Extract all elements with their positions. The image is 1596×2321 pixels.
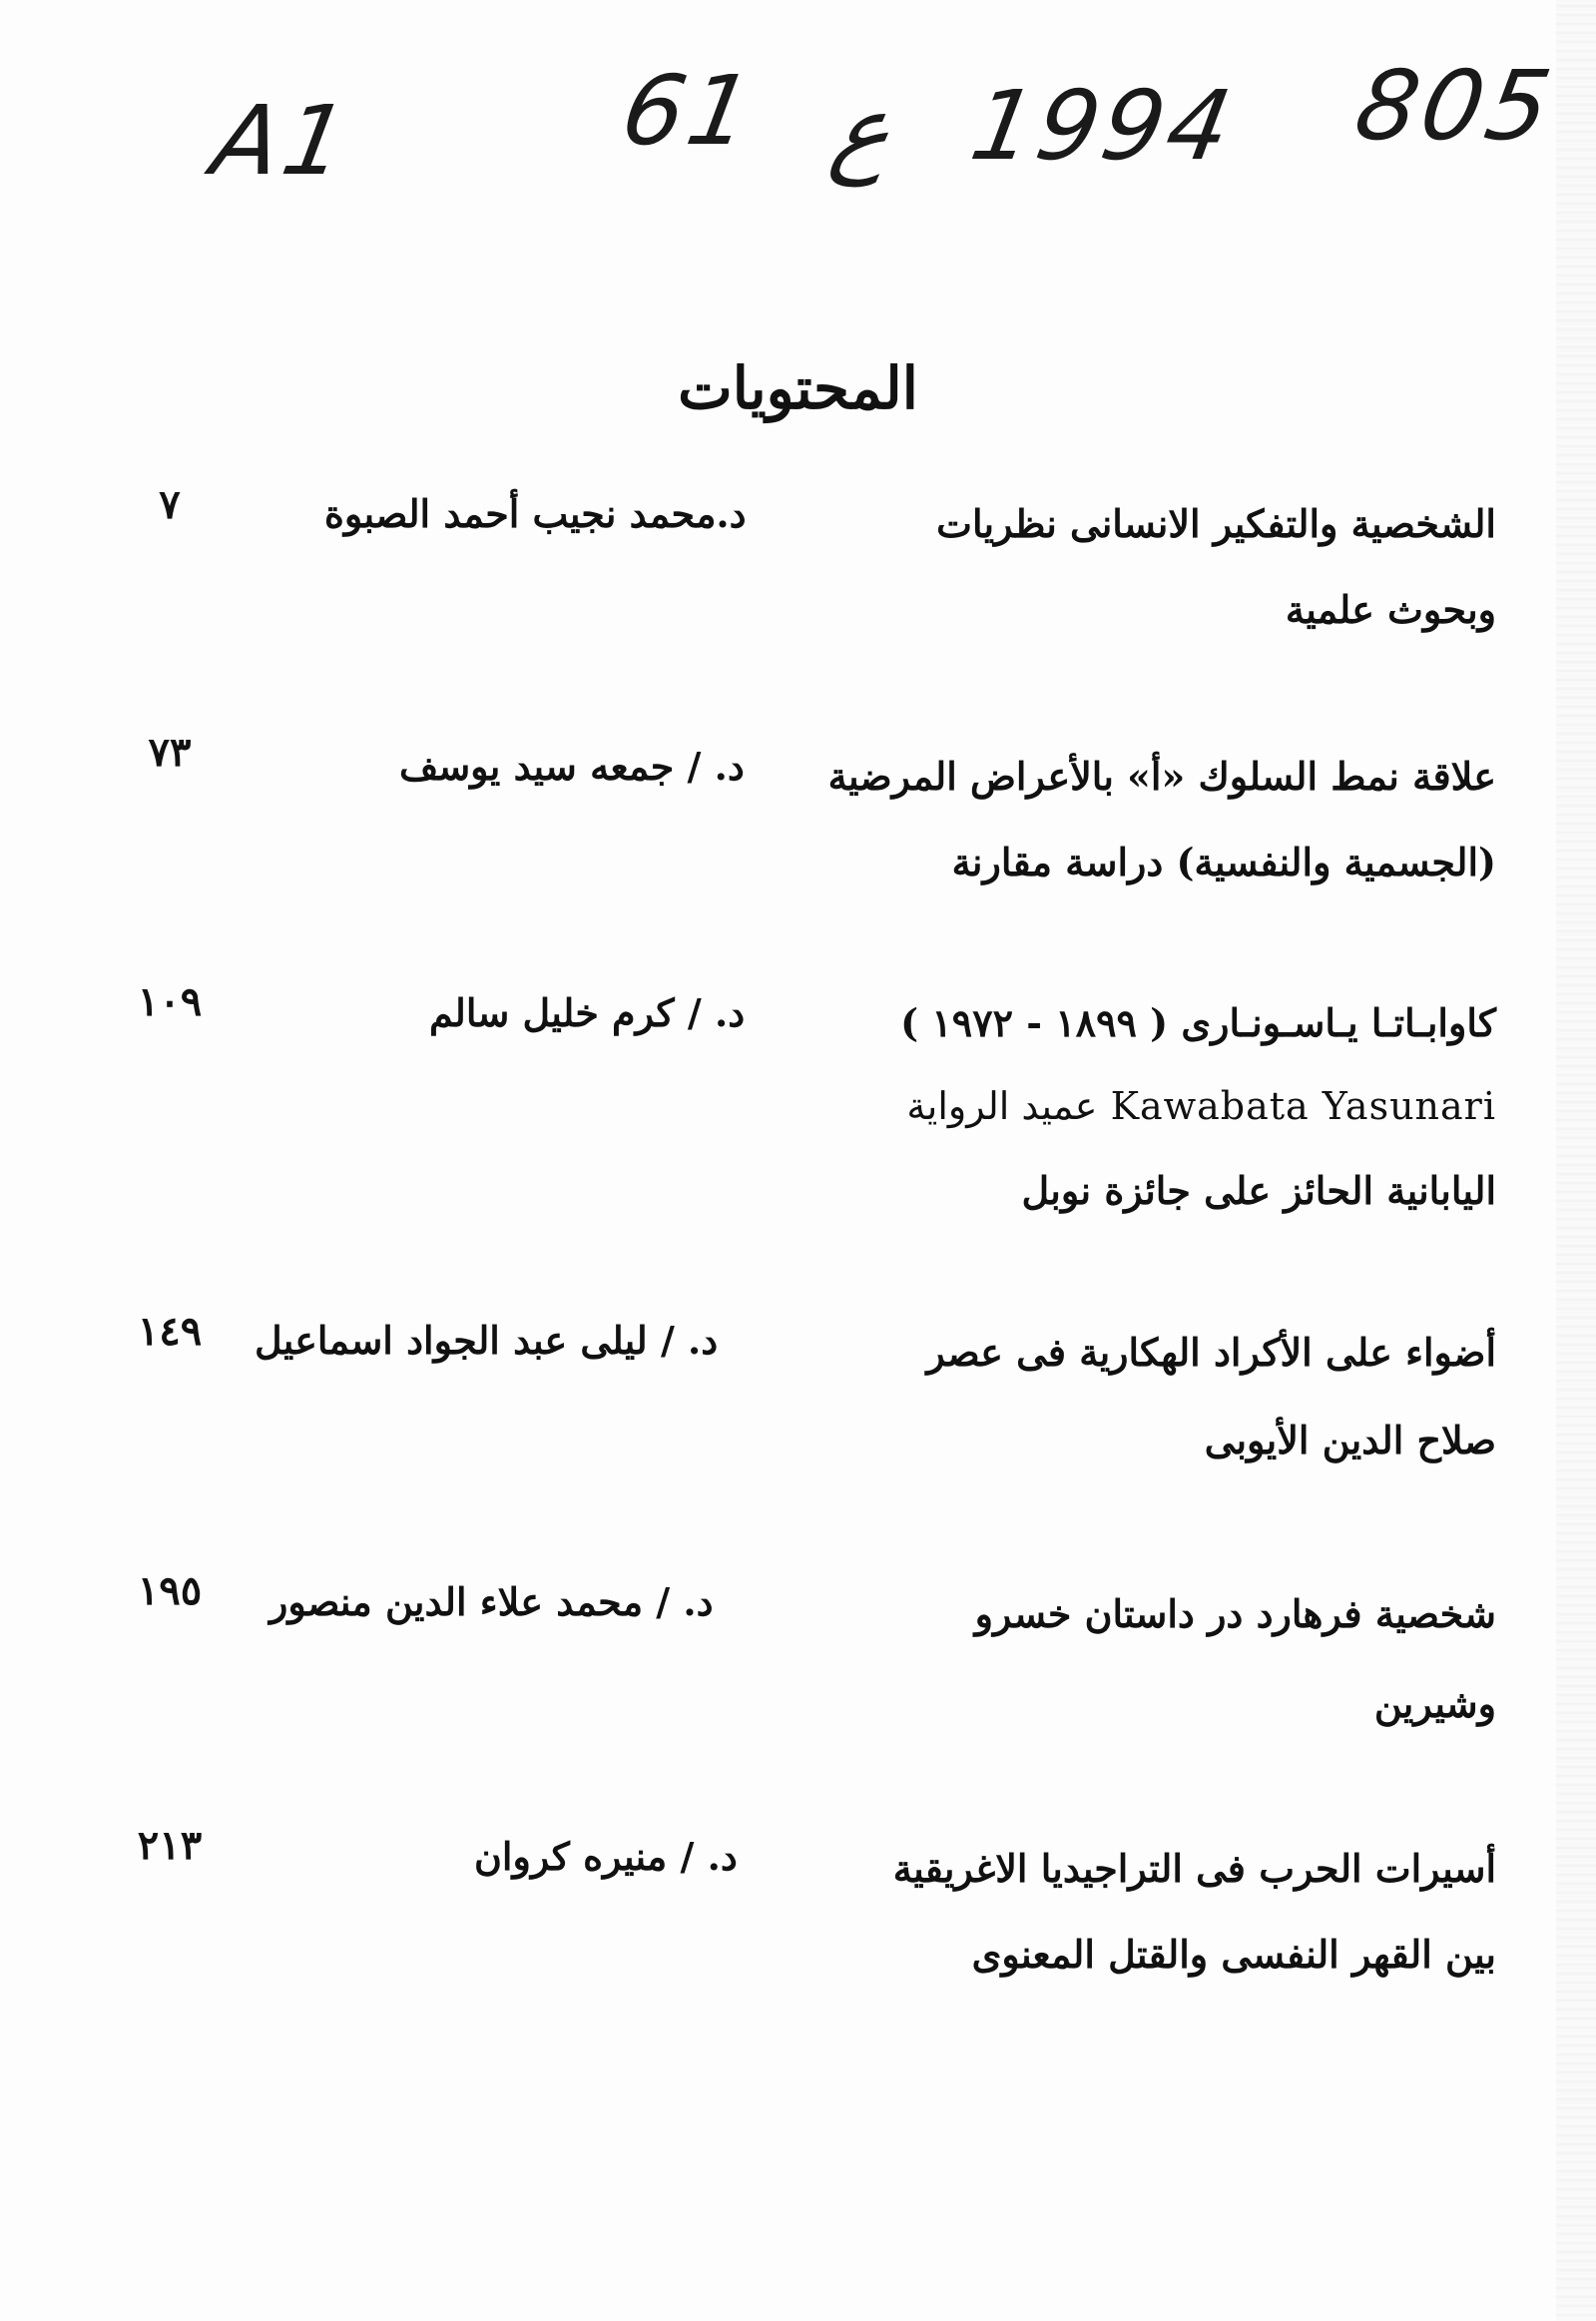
entry-author: د. / منيره كروان	[474, 1834, 738, 1879]
handwritten-reference	[0, 30, 1596, 230]
handwritten-ain: ع	[823, 75, 901, 187]
entry-title-line: وشيرين	[1373, 1681, 1496, 1726]
entry-title-line: كاوابـاتـا يـاسـونـارى ( ١٨٩٩ - ١٩٧٢ )	[900, 1000, 1496, 1045]
entry-page-number: ٧	[159, 481, 181, 528]
entry-author: د. / محمد علاء الدين منصور	[269, 1579, 714, 1624]
entry-page-number: ١٤٩	[137, 1308, 203, 1355]
entry-title-line: الشخصية والتفكير الانسانى نظريات	[936, 501, 1496, 546]
entry-title-line: أسيرات الحرب فى التراجيديا الاغريقية	[892, 1846, 1496, 1891]
entry-author: د.محمد نجيب أحمد الصبوة	[324, 491, 747, 536]
handwritten-a1: A1	[205, 85, 359, 197]
entry-title-line: Kawabata Yasunari عميد الرواية	[906, 1084, 1496, 1128]
entry-title-line: وبحوث علمية	[1285, 587, 1496, 632]
handwritten-year: 1994	[963, 70, 1244, 182]
entry-title-line: صلاح الدين الأيوبى	[1204, 1418, 1496, 1462]
entry-title-line: اليابانية الحائز على جائزة نوبل	[1021, 1168, 1496, 1213]
page-title: المحتويات	[678, 354, 918, 422]
entry-title-line: بين القهر النفسى والقتل المعنوى	[971, 1932, 1496, 1977]
entry-page-number: ١٠٩	[137, 978, 203, 1025]
entry-page-number: ٧٣	[148, 729, 192, 776]
handwritten-805: 805	[1347, 50, 1563, 162]
handwritten-61: 61	[614, 55, 765, 167]
entry-title-line: أضواء على الأكراد الهكارية فى عصر	[926, 1330, 1496, 1375]
entry-author: د. / كرم خليل سالم	[429, 990, 746, 1035]
entry-title-line: علاقة نمط السلوك «أ» بالأعراض المرضية	[827, 754, 1496, 799]
entry-page-number: ١٩٥	[137, 1567, 203, 1614]
entry-author: د. / جمعه سيد يوسف	[399, 744, 745, 789]
entry-title-line: (الجسمية والنفسية) دراسة مقارنة	[951, 840, 1496, 884]
table-of-contents	[0, 469, 1596, 2066]
entry-title-line: شخصية فرهارد در داستان خسرو	[974, 1591, 1496, 1636]
entry-author: د. / ليلى عبد الجواد اسماعيل	[255, 1318, 719, 1363]
entry-page-number: ٢١٣	[137, 1822, 203, 1869]
